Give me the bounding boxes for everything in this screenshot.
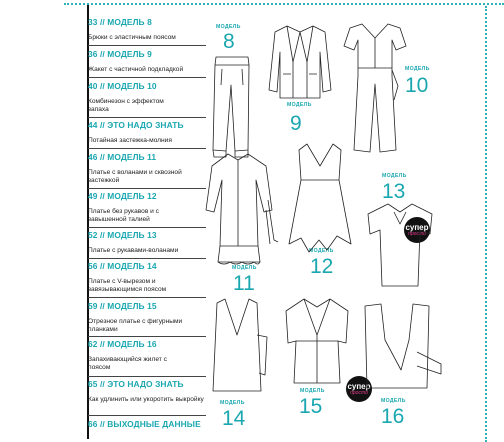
toc-divider [88, 117, 206, 118]
toc-entry[interactable] [88, 379, 206, 404]
toc-desc: Запахивающийся жилет с поясом [88, 356, 167, 371]
model-label: МОДЕЛЬ [381, 398, 406, 404]
toc-divider [88, 415, 206, 416]
ruffle-dress-sketch [200, 150, 280, 270]
model-label: МОДЕЛЬ [382, 173, 407, 179]
toc-desc: Как удлинить или укоротить выкройку [88, 396, 204, 403]
toc-page: 65 [88, 379, 98, 389]
toc-desc: Брюки с эластичным поясом [88, 34, 176, 41]
toc-page: 40 [88, 81, 98, 91]
toc-divider [88, 227, 206, 228]
toc-title: МОДЕЛЬ 10 [107, 81, 157, 91]
toc-entry[interactable] [88, 81, 206, 114]
toc-title: ЭТО НАДО ЗНАТЬ [107, 120, 184, 130]
model-label: МОДЕЛЬ [220, 400, 245, 406]
toc-page: 36 [88, 49, 98, 59]
toc-divider [88, 188, 206, 189]
model-label: МОДЕЛЬ [232, 265, 257, 271]
toc-page: 33 [88, 17, 98, 27]
seamed-dress-sketch [280, 295, 355, 390]
toc-title: МОДЕЛЬ 16 [107, 339, 157, 349]
toc-sep: // [99, 17, 105, 27]
toc-desc: Комбинезон с эффектом запаха [88, 98, 164, 113]
model-label: МОДЕЛЬ [309, 248, 334, 254]
super-easy-badge: супер просто [346, 376, 372, 402]
model-number: 14 [222, 407, 246, 430]
toc-entry[interactable] [88, 120, 206, 145]
model-number: 8 [223, 30, 235, 53]
toc-divider [88, 376, 206, 377]
toc-sep: // [99, 191, 105, 201]
toc-divider [88, 77, 206, 78]
toc-entry[interactable] [88, 17, 206, 42]
toc-title: МОДЕЛЬ 8 [107, 17, 152, 27]
toc-sep: // [99, 261, 105, 271]
toc-entry[interactable] [88, 152, 206, 185]
toc-sep: // [99, 49, 105, 59]
toc-title: ВЫХОДНЫЕ ДАННЫЕ [107, 419, 201, 429]
model-number: 10 [405, 74, 429, 97]
model-label: МОДЕЛЬ [405, 66, 430, 72]
super-easy-badge: супер просто [404, 217, 430, 243]
model-number: 11 [233, 272, 255, 295]
model-number: 16 [381, 405, 405, 428]
toc-title: МОДЕЛЬ 12 [107, 191, 157, 201]
toc-title: ЭТО НАДО ЗНАТЬ [107, 379, 184, 389]
toc-desc: Платье без рукавов и с завышенной талией [88, 208, 159, 223]
toc-desc: Платье с рукавами-воланами [88, 247, 179, 254]
toc-sep: // [99, 81, 105, 91]
trousers-sketch [210, 55, 255, 165]
jacket-sketch [265, 22, 335, 102]
sleeveless-dress-sketch [285, 140, 355, 260]
toc-sep: // [99, 120, 105, 130]
toc-page: 62 [88, 339, 98, 349]
toc-page: 59 [88, 301, 98, 311]
toc-sep: // [99, 379, 105, 389]
toc-entry[interactable] [88, 339, 206, 372]
model-label: МОДЕЛЬ [300, 388, 325, 394]
wrap-vest-sketch [355, 300, 445, 400]
toc-title: МОДЕЛЬ 15 [107, 301, 157, 311]
toc-divider [88, 297, 206, 298]
toc-entry[interactable] [88, 230, 206, 255]
toc-page: 52 [88, 230, 98, 240]
toc-sep: // [99, 301, 105, 311]
model-number: 12 [310, 255, 334, 278]
toc-entry[interactable] [88, 191, 206, 224]
toc-sep: // [99, 230, 105, 240]
toc-desc: Жакет с частичной подкладкой [88, 66, 184, 73]
model-number: 15 [299, 395, 323, 418]
side-dotted-border [485, 6, 487, 442]
model-label: МОДЕЛЬ [216, 24, 241, 30]
toc-entry[interactable] [88, 419, 206, 429]
toc-page: 56 [88, 261, 98, 271]
toc-page: 66 [88, 419, 98, 429]
toc-desc: Платье с V-вырезом и завязывающимся поясом [88, 278, 167, 293]
flutter-sleeve-dress-sketch [360, 200, 440, 290]
toc-divider [88, 45, 206, 46]
toc-page: 44 [88, 120, 98, 130]
toc-title: МОДЕЛЬ 11 [107, 152, 157, 162]
v-neck-dress-sketch [205, 295, 275, 405]
model-number: 9 [290, 112, 302, 135]
model-label: МОДЕЛЬ [287, 102, 312, 108]
toc-desc: Потайная застежка-молния [88, 137, 172, 144]
toc-divider [88, 258, 206, 259]
jumpsuit-sketch [340, 20, 410, 160]
toc-divider [88, 148, 206, 149]
top-dotted-border [64, 3, 504, 5]
toc-sep: // [99, 419, 105, 429]
toc-sep: // [99, 339, 105, 349]
toc-title: МОДЕЛЬ 9 [107, 49, 152, 59]
toc-page: 46 [88, 152, 98, 162]
toc-divider [88, 336, 206, 337]
toc-page: 49 [88, 191, 98, 201]
toc-entry[interactable] [88, 261, 206, 294]
toc-desc: Отрезное платье с фигурными планками [88, 318, 183, 333]
toc-desc: Платье с воланами и сквозной застежкой [88, 169, 182, 184]
toc-title: МОДЕЛЬ 14 [107, 261, 157, 271]
model-number: 13 [382, 180, 406, 203]
toc-entry[interactable] [88, 301, 206, 334]
toc-sep: // [99, 152, 105, 162]
toc-title: МОДЕЛЬ 13 [107, 230, 157, 240]
toc-entry[interactable] [88, 49, 206, 74]
